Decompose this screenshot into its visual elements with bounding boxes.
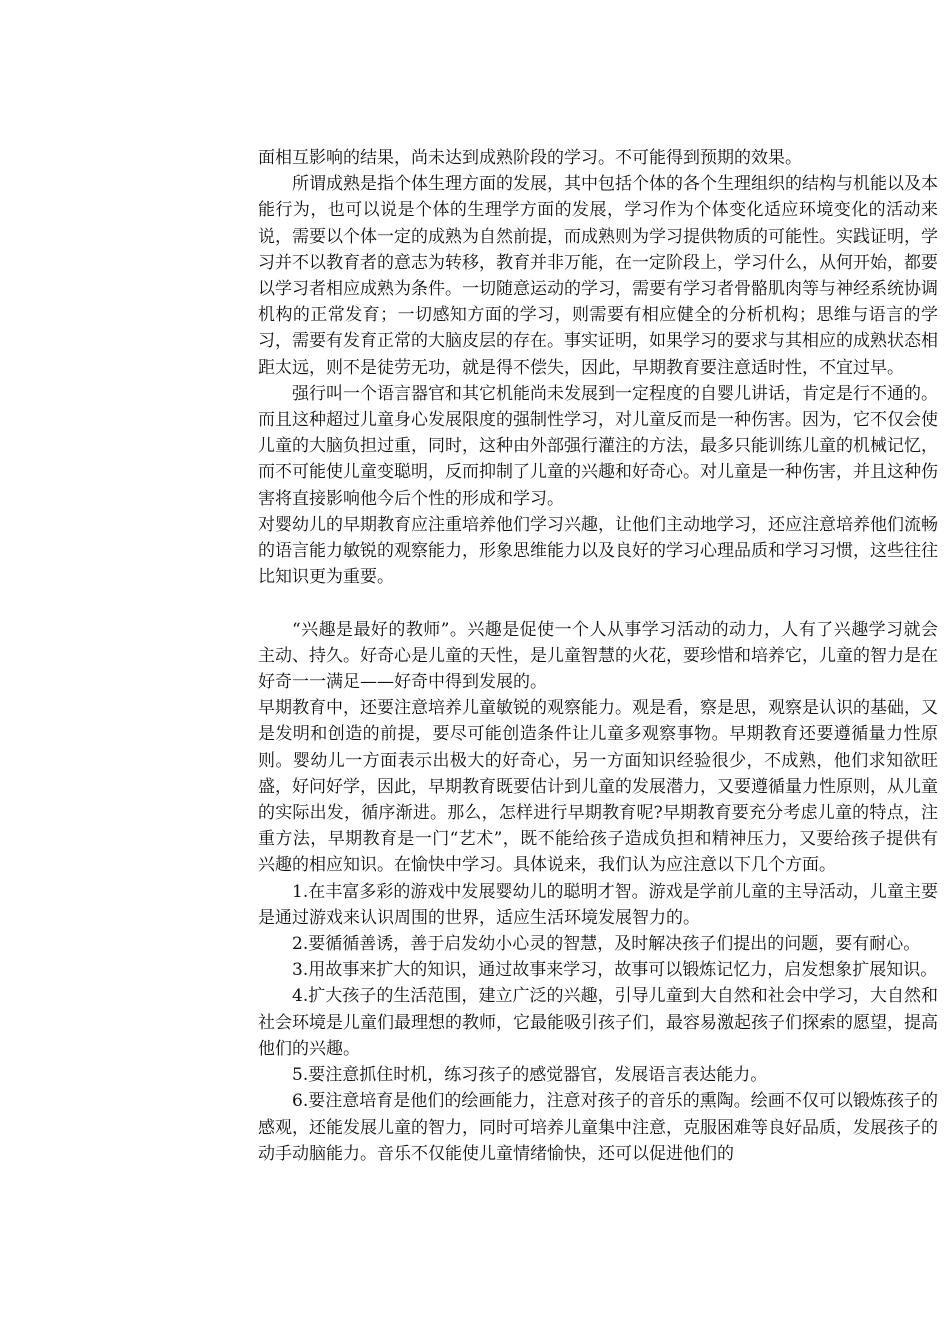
list-item-stories: 3.用故事来扩大的知识，通过故事来学习，故事可以锻炼记忆力，启发想象扩展知识。 xyxy=(292,960,938,981)
list-item-life-scope: 4.扩大孩子的生活范围，建立广泛的兴趣，引导儿童到大自然和社会中学习，大自然和社会环境是儿童们最理想的教师，它最能吸引孩子们，最容易激起孩子们探索的愿望，提高他们的兴趣。 xyxy=(258,986,938,1059)
list-item-guidance: 2.要循循善诱，善于启发幼小心灵的智慧，及时解决孩子们提出的问题，要有耐心。 xyxy=(292,934,921,955)
paragraph-maturity-definition: 所谓成熟是指个体生理方面的发展，其中包括个体的各个生理组织的结构与机能以及本能行为，也可以说是个体的生理学方面的发展，学习作为个体变化适应环境变化的活动来说，需要以个体一定的成熟为自然前提，而成熟则为学习提供物质的可能性。实践证明，学习并不以教育者的意志为转移，教育并非万能，在一定阶段上，学习什么，从何开始，都要以学习者相应成熟为条件。一切随意运动的学习，需要有学习者骨骼肌肉等与神经系统协调机构的正常发育；一切感知方面的学习，则需要有相应健全的分析机构；思维与语言的学习，需要有发育正常的大脑皮层的存在。事实证明，如果学习的要求与其相应的成熟状态相距太远，则不是徒劳无功，就是得不偿失，因此，早期教育要注意适时性，不宜过早。 xyxy=(258,174,938,378)
paragraph-interest-best-teacher: “兴趣是最好的教师”。兴趣是促使一个人从事学习活动的动力，人有了兴趣学习就会主动、持久。好奇心是儿童的天性，是儿童智慧的火花，要珍惜和培养它，儿童的智力是在好奇一一满足——好奇中得到发展的。 xyxy=(258,619,938,693)
paragraph-maturity-effect: 面相互影响的结果，尚未达到成熟阶段的学习。不可能得到预期的效果。 xyxy=(258,148,802,168)
paragraph-forced-learning: 强行叫一个语言器官和其它机能尚未发展到一定程度的自婴儿讲话，肯定是行不通的。而且这种超过儿童身心发展限度的强制性学习，对儿童反而是一种伤害。因为，它不仅会使儿童的大脑负担过重，同时，这种由外部强行灌注的方法，最多只能训练儿童的机械记忆，而不可能使儿童变聪明，反而抑制了儿童的兴趣和好奇心。对儿童是一种伤害，并且这种伤害将直接影响他今后个性的形成和学习。 xyxy=(258,383,938,509)
list-item-games: 1.在丰富多彩的游戏中发展婴幼儿的聪明才智。游戏是学前儿童的主导活动，儿童主要是通过游戏来认识周围的世界，适应生活环境发展智力的。 xyxy=(258,881,938,928)
paragraph-interest-cultivation: 对婴幼儿的早期教育应注重培养他们学习兴趣，让他们主动地学习，还应注意培养他们流畅的语言能力敏锐的观察能力，形象思维能力以及良好的学习心理品质和学习习惯，这些往往比知识更为重要。 xyxy=(258,514,938,588)
paragraph-observation-ability: 早期教育中，还要注意培养儿童敏锐的观察能力。观是看，察是思，观察是认识的基础，又是发明和创造的前提，要尽可能创造条件让儿童多观察事物。早期教育还要遵循量力性原则。婴幼儿一方面表示出极大的好奇心，另一方面知识经验很少，不成熟，他们求知欲旺盛，好问好学，因此，早期教育既要估计到儿童的发展潜力，又要遵循量力性原则，从儿童的实际出发，循序渐进。那么，怎样进行早期教育呢?早期教育要充分考虑儿童的特点，注重方法，早期教育是一门“艺术”，既不能给孩子造成负担和精神压力，又要给孩子提供有兴趣的相应知识。在愉快中学习。具体说来，我们认为应注意以下几个方面。 xyxy=(258,698,938,876)
list-item-drawing-music: 6.要注意培育是他们的绘画能力，注意对孩子的音乐的熏陶。绘画不仅可以锻炼孩子的感观，还能发展儿童的智力，同时可培养儿童集中注意，克服困难等良好品质，发展孩子的动手动脑能力。音乐不仅能使儿童情绪愉快，还可以促进他们的 xyxy=(258,1091,938,1164)
document-body xyxy=(258,145,938,1167)
blank-line xyxy=(258,590,938,616)
list-item-senses: 5.要注意抓住时机，练习孩子的感觉器官，发展语言表达能力。 xyxy=(292,1065,768,1086)
